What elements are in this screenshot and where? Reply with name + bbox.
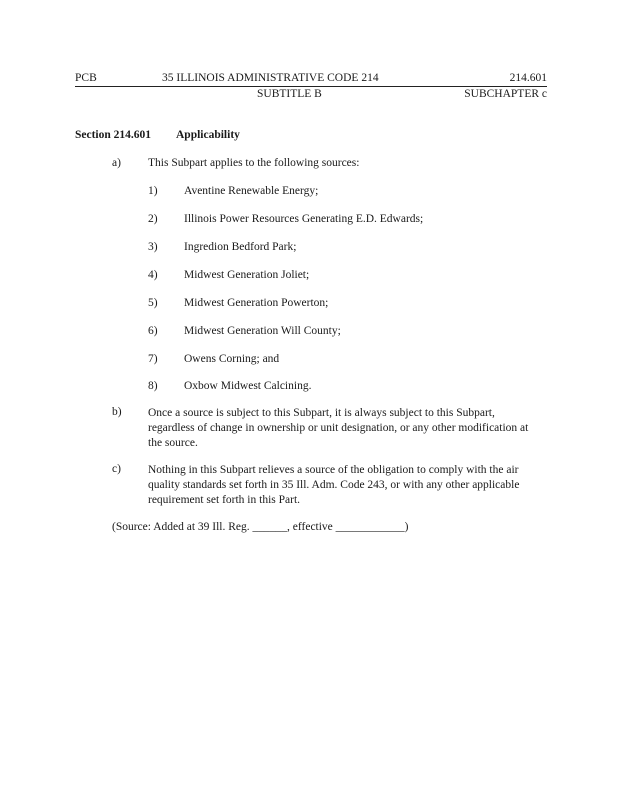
list-item-text: Midwest Generation Will County;	[184, 325, 341, 337]
list-item-number: 3)	[148, 241, 158, 253]
para-a-marker: a)	[112, 157, 121, 169]
para-a-text: This Subpart applies to the following sources:	[148, 157, 360, 169]
source-blank-effective: ____________	[335, 521, 405, 533]
para-b-marker: b)	[112, 406, 122, 418]
section-title: Applicability	[176, 129, 240, 141]
list-item-text: Owens Corning; and	[184, 353, 280, 365]
list-item-text: Oxbow Midwest Calcining.	[184, 380, 312, 392]
source-suffix: )	[404, 521, 409, 533]
source-prefix: (Source: Added at 39 Ill. Reg.	[112, 521, 253, 533]
para-b-text: Once a source is subject to this Subpart, it is always subject to this Subpart, regardless of change in ownership or unit designation, or any other modification at the source.	[148, 407, 529, 449]
list-item-number: 8)	[148, 380, 158, 392]
header-rule	[75, 86, 547, 87]
header-left: PCB	[75, 72, 97, 84]
header-right: 214.601	[509, 72, 547, 84]
list-item-number: 4)	[148, 269, 158, 281]
source-note	[112, 521, 409, 533]
header-center: 35 ILLINOIS ADMINISTRATIVE CODE 214	[162, 72, 379, 84]
header-subtitle: SUBTITLE B	[257, 88, 322, 100]
list-item-text: Ingredion Bedford Park;	[184, 241, 297, 253]
header-subchapter: SUBCHAPTER c	[464, 88, 547, 100]
source-middle: , effective	[287, 521, 336, 533]
list-item-text: Midwest Generation Joliet;	[184, 269, 310, 281]
list-item-number: 6)	[148, 325, 158, 337]
list-item-number: 1)	[148, 185, 158, 197]
source-blank-register: ______	[252, 521, 288, 533]
para-c-text: Nothing in this Subpart relieves a source of the obligation to comply with the air quality standards set forth in 35 Ill. Adm. Code 243, or with any other applicable requirement set forth in this Part.	[148, 464, 520, 506]
section-number: Section 214.601	[75, 129, 152, 141]
list-item-number: 2)	[148, 213, 158, 225]
list-item-text: Illinois Power Resources Generating E.D. Edwards;	[184, 213, 424, 225]
para-c-marker: c)	[112, 463, 121, 475]
list-item-number: 7)	[148, 353, 158, 365]
list-item-text: Midwest Generation Powerton;	[184, 297, 329, 309]
list-item-text: Aventine Renewable Energy;	[184, 185, 319, 197]
list-item-number: 5)	[148, 297, 158, 309]
